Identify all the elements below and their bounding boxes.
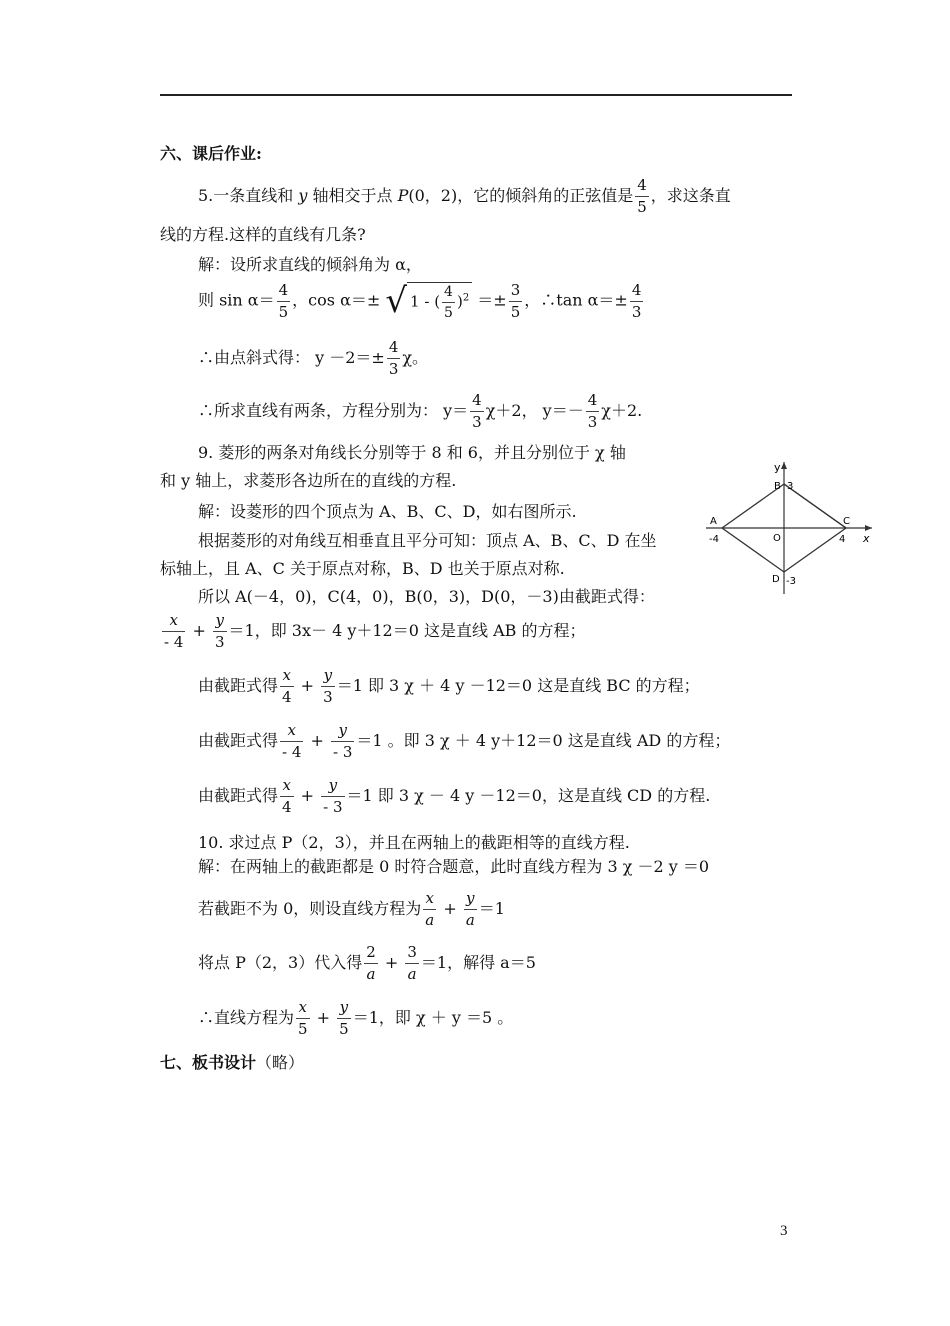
numerator: 3 xyxy=(405,945,419,964)
fraction xyxy=(464,891,477,928)
y-axis-arrow-icon xyxy=(781,462,787,469)
text: ＝1，即 3x－ 4 y＋12＝0 这是直线 AB 的方程； xyxy=(228,621,586,640)
denominator: 5 xyxy=(278,302,289,321)
numerator: x xyxy=(162,613,185,632)
fraction xyxy=(405,945,419,982)
numerator: y xyxy=(321,778,344,797)
numerator: 4 xyxy=(387,340,401,359)
numerator: x xyxy=(280,778,294,797)
point-a-label: A xyxy=(710,516,717,527)
problem-10-solution-3: 将点 P（2，3）代入得 $\frac{2}{a}$ + $\frac{3}{a}$ ＝1，解得 a＝5 xyxy=(198,943,536,983)
problem-10-solution-4: ∴直线方程为 $\frac{x}{5}$ + $\frac{y}{5}$ ＝1，即 χ ＋ y ＝5 。 xyxy=(198,998,514,1038)
text: (0，2)，它的倾斜角的正弦值是 xyxy=(408,186,634,205)
text: ＝± xyxy=(477,290,507,310)
square-root xyxy=(385,282,472,320)
text: ＝1 即 3 χ ＋ 4 y －12＝0 这是直线 BC 的方程； xyxy=(336,676,700,695)
denominator: a xyxy=(407,965,417,983)
text: χ＋2. xyxy=(601,401,643,420)
fraction xyxy=(213,613,227,650)
radicand xyxy=(407,282,472,320)
section-6-heading: 六、课后作业: xyxy=(160,144,262,163)
tick-neg4-label: -4 xyxy=(709,534,719,545)
fraction xyxy=(280,778,294,815)
point-d-label: D xyxy=(772,574,780,585)
point-c-label: C xyxy=(843,516,850,527)
numerator: x xyxy=(423,891,436,910)
numerator: x xyxy=(296,1000,310,1019)
text: ) xyxy=(456,292,463,311)
problem-9-line-ab: $\frac{x}{- 4}$ + $\frac{y}{3}$ ＝1，即 3x－ 4 y＋12＝0 这是直线 AB 的方程； xyxy=(164,611,586,651)
fraction xyxy=(321,668,335,705)
numerator: y xyxy=(321,668,335,687)
denominator: 3 xyxy=(631,302,642,321)
fraction xyxy=(442,285,455,320)
text: 七、板书设计 xyxy=(160,1053,257,1072)
y-axis-label: y xyxy=(774,461,781,474)
header-rule xyxy=(160,94,792,96)
text: χ。 xyxy=(402,348,429,367)
numerator: 3 xyxy=(509,283,523,302)
problem-9-question-line2: 和 y 轴上，求菱形各边所在的直线的方程. xyxy=(160,471,457,490)
denominator: - 3 xyxy=(332,743,353,761)
problem-9-solution-3: 标轴上，且 A、C 关于原点对称，B、D 也关于原点对称. xyxy=(160,559,565,578)
text: 1 - ( xyxy=(410,292,441,311)
text: （略） xyxy=(256,1053,305,1072)
numerator: 4 xyxy=(277,283,291,302)
denominator: a xyxy=(465,911,475,929)
text: ＝1 即 3 χ － 4 y －12＝0，这是直线 CD 的方程. xyxy=(346,786,711,805)
fraction xyxy=(364,945,378,982)
fraction xyxy=(470,393,484,430)
fraction xyxy=(280,668,294,705)
text: ，cos α＝± xyxy=(292,290,381,310)
fraction xyxy=(635,178,649,215)
fraction xyxy=(586,393,600,430)
text: 由截距式得 xyxy=(198,786,279,805)
fraction xyxy=(337,1000,351,1037)
problem-5-question xyxy=(198,178,731,215)
x-axis-arrow-icon xyxy=(865,525,872,531)
text: 由截距式得 xyxy=(198,676,279,695)
problem-9-solution-4: 所以 A(－4，0)，C(4，0)，B(0，3)，D(0，－3)由截距式得： xyxy=(198,587,655,606)
problem-9-line-ad: 由截距式得 $\frac{x}{- 4}$ + $\frac{y}{- 3}$ ＝1 。即 3 χ ＋ 4 y＋12＝0 这是直线 AD 的方程； xyxy=(198,721,731,761)
denominator: - 4 xyxy=(282,743,302,761)
numerator: 4 xyxy=(586,393,600,412)
denominator: 5 xyxy=(444,305,453,321)
exponent: 2 xyxy=(462,292,470,304)
problem-9-line-bc: 由截距式得 $\frac{x}{4}$ + $\frac{y}{3}$ ＝1 即 3 χ ＋ 4 y －12＝0 这是直线 BC 的方程； xyxy=(198,666,700,706)
point-b-label: B xyxy=(774,481,781,492)
denominator: - 4 xyxy=(164,633,184,651)
denominator: a xyxy=(366,965,376,983)
text: ＝1，即 χ ＋ y ＝5 。 xyxy=(352,1008,514,1027)
text: 由截距式得 xyxy=(198,731,279,750)
fraction xyxy=(423,891,436,928)
denominator: 3 xyxy=(587,413,598,431)
denominator: 5 xyxy=(339,1020,349,1038)
text: χ＋2， y＝－ xyxy=(485,401,584,420)
text: ∴直线方程为 xyxy=(198,1008,295,1027)
numerator: y xyxy=(331,723,354,742)
fraction xyxy=(280,723,303,760)
text: 轴相交于点 xyxy=(307,186,398,205)
problem-5-solution-intro: 解：设所求直线的倾斜角为 α， xyxy=(198,255,422,274)
fraction xyxy=(162,613,185,650)
fraction xyxy=(331,723,354,760)
rhombus-figure xyxy=(700,458,880,598)
fraction xyxy=(277,280,291,321)
text: y xyxy=(298,186,308,205)
denominator: 3 xyxy=(388,360,399,378)
fraction xyxy=(321,778,344,815)
denominator: a xyxy=(425,911,435,929)
denominator: 5 xyxy=(510,302,521,321)
radical-sign-icon: √ xyxy=(385,281,408,321)
text: ∴所求直线有两条，方程分别为： y＝ xyxy=(198,401,469,420)
denominator: - 3 xyxy=(323,798,343,816)
page-number: 3 xyxy=(780,1223,788,1239)
text: ，求这条直 xyxy=(650,186,731,205)
text: 5.一条直线和 xyxy=(198,186,299,205)
text: ∴由点斜式得： y －2＝± xyxy=(198,348,385,367)
numerator: 2 xyxy=(364,945,378,964)
numerator: 4 xyxy=(470,393,484,412)
numerator: x xyxy=(280,723,303,742)
numerator: y xyxy=(337,1000,351,1019)
text: ＝1 xyxy=(478,899,505,918)
fraction xyxy=(387,340,401,377)
fraction xyxy=(509,280,523,321)
text: 若截距不为 0，则设直线方程为 xyxy=(198,899,422,918)
text: 将点 P（2，3）代入得 xyxy=(198,953,363,972)
problem-5-question-line2: 线的方程.这样的直线有几条? xyxy=(160,225,366,244)
origin-label: O xyxy=(773,533,781,544)
x-axis-label: x xyxy=(863,532,870,545)
denominator: 5 xyxy=(637,198,647,216)
numerator: 4 xyxy=(635,178,649,197)
numerator: x xyxy=(280,668,294,687)
denominator: 4 xyxy=(282,688,292,706)
fraction xyxy=(296,1000,310,1037)
tick-4-label: 4 xyxy=(839,534,846,545)
tick-3-label: 3 xyxy=(787,481,794,492)
numerator: 4 xyxy=(442,285,455,303)
denominator: 3 xyxy=(323,688,333,706)
problem-9-solution-1: 解：设菱形的四个顶点为 A、B、C、D，如右图所示. xyxy=(198,502,577,521)
denominator: 4 xyxy=(282,798,292,816)
text: P xyxy=(397,186,409,205)
tick-neg3-label: -3 xyxy=(786,576,796,587)
problem-10-question: 10. 求过点 P（2，3），并且在两轴上的截距相等的直线方程. xyxy=(198,833,630,852)
denominator: 5 xyxy=(298,1020,308,1038)
text: ，∴tan α＝± xyxy=(524,290,628,310)
problem-10-solution-1: 解：在两轴上的截距都是 0 时符合题意，此时直线方程为 3 χ －2 y ＝0 xyxy=(198,857,710,876)
numerator: y xyxy=(213,613,227,632)
denominator: 3 xyxy=(214,633,225,651)
problem-5-point-slope xyxy=(198,340,428,377)
text: ＝1，解得 a＝5 xyxy=(420,953,536,972)
fraction xyxy=(630,280,644,321)
text: ＝1 。即 3 χ ＋ 4 y＋12＝0 这是直线 AD 的方程； xyxy=(356,731,731,750)
text: 则 sin α＝ xyxy=(198,290,275,310)
problem-5-trig-line xyxy=(198,282,645,320)
denominator: 3 xyxy=(472,413,482,431)
problem-9-question: 9. 菱形的两条对角线长分别等于 8 和 6，并且分别位于 χ 轴 xyxy=(198,443,626,462)
numerator: 4 xyxy=(630,283,644,302)
problem-5-two-lines xyxy=(198,393,642,430)
problem-9-line-cd: 由截距式得 $\frac{x}{4}$ + $\frac{y}{- 3}$ ＝1 即 3 χ － 4 y －12＝0，这是直线 CD 的方程. xyxy=(198,776,711,816)
numerator: y xyxy=(464,891,477,910)
problem-9-solution-2: 根据菱形的对角线互相垂直且平分可知：顶点 A、B、C、D 在坐 xyxy=(198,531,657,550)
section-7-heading xyxy=(160,1053,304,1072)
problem-10-solution-2: 若截距不为 0，则设直线方程为 $\frac{x}{a}$ + $\frac{y}{a}$ ＝1 xyxy=(198,889,505,929)
